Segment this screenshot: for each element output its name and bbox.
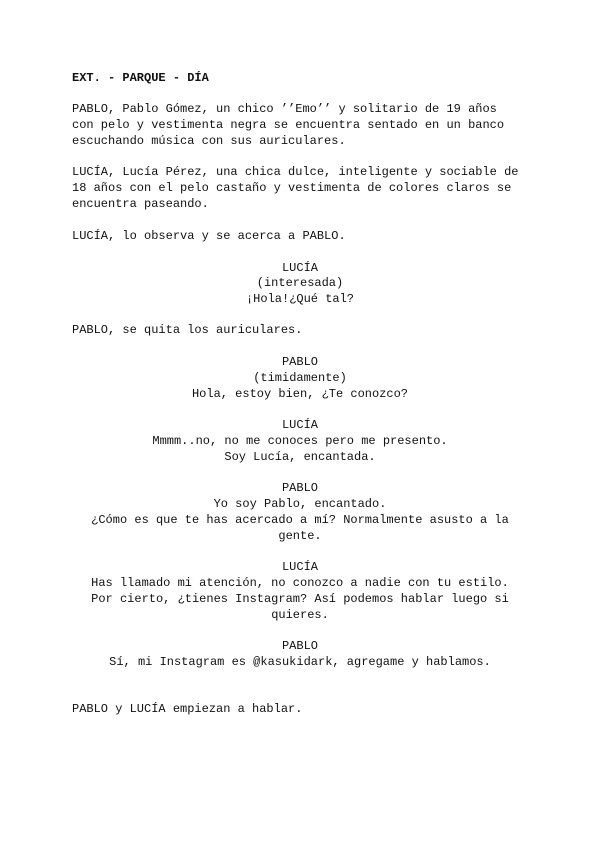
action-line: LUCÍA, Lucía Pérez, una chica dulce, inteligente y sociable de <box>72 165 519 179</box>
action-line: PABLO y LUCÍA empiezan a hablar. <box>72 702 303 716</box>
character-name: PABLO <box>281 355 318 369</box>
dialogue-line: Yo soy Pablo, encantado. <box>213 497 387 511</box>
parenthetical: (interesada) <box>256 276 344 290</box>
character-name: PABLO <box>281 481 318 495</box>
dialogue-line: ¿Cómo es que te has acercado a mí? Normalmente asusto a la <box>91 513 509 527</box>
action-line: 18 años con el pelo castaño y vestimenta de colores claros se <box>72 181 512 195</box>
dialogue-line: Hola, estoy bien, ¿Te conozco? <box>191 387 409 401</box>
dialogue-line: Soy Lucía, encantada. <box>224 450 376 464</box>
character-name: LUCÍA <box>281 560 318 574</box>
character-name: LUCÍA <box>281 261 318 275</box>
action-line: PABLO, Pablo Gómez, un chico ’’Emo’’ y solitario de 19 años <box>72 102 497 116</box>
action-line: con pelo y vestimenta negra se encuentra sentado en un banco <box>72 118 505 132</box>
action-line: LUCÍA, lo observa y se acerca a PABLO. <box>72 229 346 243</box>
character-name: LUCÍA <box>281 418 318 432</box>
character-name: PABLO <box>281 639 318 653</box>
parenthetical: (timidamente) <box>253 371 347 385</box>
dialogue-line: Por cierto, ¿tienes Instagram? Así podemos hablar luego si <box>91 592 509 606</box>
scene-heading: EXT. - PARQUE - DÍA <box>72 71 209 85</box>
dialogue-line: quieres. <box>271 608 329 622</box>
action-line: encuentra paseando. <box>72 197 209 211</box>
action-line: PABLO, se quita los auriculares. <box>72 323 303 337</box>
dialogue-line: ¡Hola!¿Qué tal? <box>245 292 355 306</box>
dialogue-line: gente. <box>278 529 322 543</box>
dialogue-line: Has llamado mi atención, no conozco a nadie con tu estilo. <box>91 576 509 590</box>
dialogue-line: Sí, mi Instagram es @kasukidark, agregame y hablamos. <box>109 655 491 669</box>
dialogue-line: Mmmm..no, no me conoces pero me presento. <box>152 434 448 448</box>
action-line: escuchando música con sus auriculares. <box>72 134 346 148</box>
